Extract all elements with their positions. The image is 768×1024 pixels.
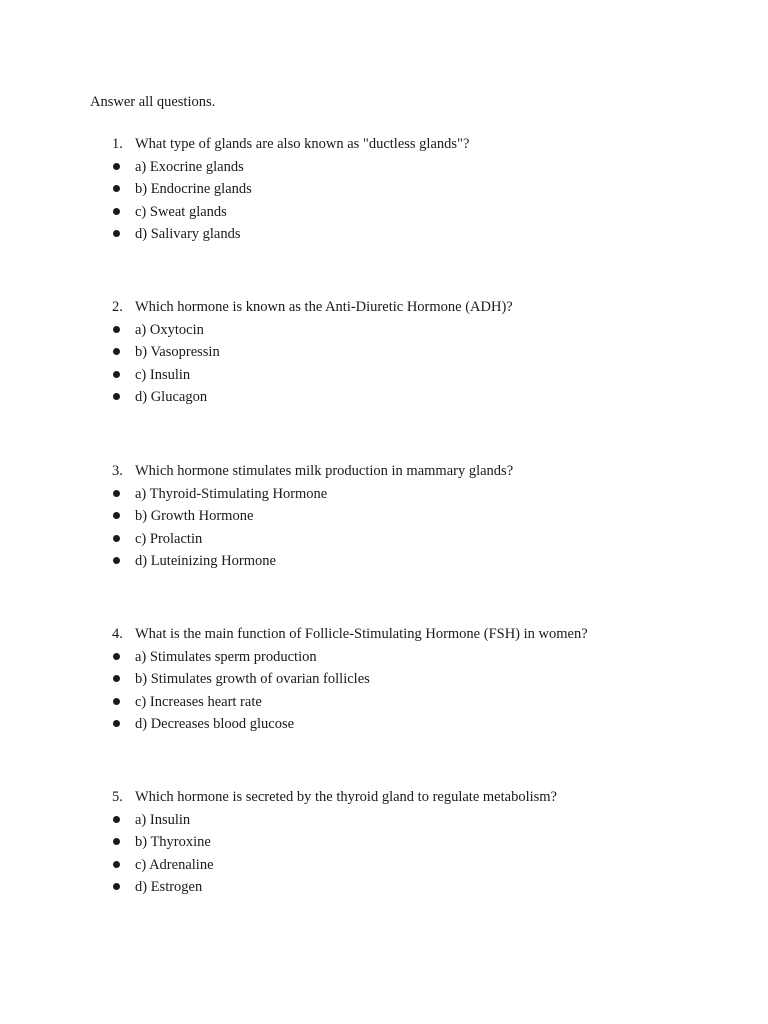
question-text: Which hormone is known as the Anti-Diuretic Hormone (ADH)?	[135, 299, 513, 315]
option-text: d) Salivary glands	[135, 226, 241, 243]
option-text: d) Glucagon	[135, 389, 208, 406]
bullet-icon	[113, 861, 120, 868]
option-text: a) Stimulates sperm production	[135, 648, 317, 665]
question-number: 5.	[112, 789, 123, 805]
option-text: a) Oxytocin	[135, 321, 204, 338]
bullet-icon	[113, 326, 120, 333]
bullet-icon	[113, 230, 120, 237]
question-number: 1.	[112, 136, 123, 152]
bullet-icon	[113, 535, 120, 542]
question-number: 4.	[112, 626, 123, 642]
bullet-icon	[113, 490, 120, 497]
question-number: 2.	[112, 299, 123, 315]
option-text: d) Decreases blood glucose	[135, 716, 295, 733]
option-text: d) Luteinizing Hormone	[135, 553, 276, 570]
option-text: b) Growth Hormone	[135, 508, 254, 525]
option-text: d) Estrogen	[135, 879, 203, 896]
bullet-icon	[113, 653, 120, 660]
bullet-icon	[113, 393, 120, 400]
option-text: c) Increases heart rate	[135, 693, 262, 710]
question-text: Which hormone stimulates milk production in mammary glands?	[135, 463, 514, 479]
bullet-icon	[113, 185, 120, 192]
option-text: a) Insulin	[135, 811, 191, 828]
bullet-icon	[113, 348, 120, 355]
option-text: a) Exocrine glands	[135, 158, 244, 175]
option-text: a) Thyroid-Stimulating Hormone	[135, 485, 328, 502]
option-text: b) Endocrine glands	[135, 181, 252, 198]
instruction-text: Answer all questions.	[90, 94, 216, 110]
option-text: b) Vasopressin	[135, 344, 220, 361]
bullet-icon	[113, 698, 120, 705]
bullet-icon	[113, 675, 120, 682]
option-text: b) Thyroxine	[135, 834, 211, 851]
question-number: 3.	[112, 463, 123, 479]
bullet-icon	[113, 163, 120, 170]
question-text: What is the main function of Follicle-Stimulating Hormone (FSH) in women?	[135, 626, 588, 642]
bullet-icon	[113, 838, 120, 845]
option-text: c) Insulin	[135, 366, 191, 383]
bullet-icon	[113, 208, 120, 215]
question-text: Which hormone is secreted by the thyroid gland to regulate metabolism?	[135, 789, 557, 805]
bullet-icon	[113, 371, 120, 378]
bullet-icon	[113, 816, 120, 823]
bullet-icon	[113, 720, 120, 727]
option-text: c) Prolactin	[135, 530, 203, 547]
bullet-icon	[113, 557, 120, 564]
bullet-icon	[113, 512, 120, 519]
option-text: c) Sweat glands	[135, 203, 227, 220]
option-text: c) Adrenaline	[135, 856, 214, 873]
bullet-icon	[113, 883, 120, 890]
question-text: What type of glands are also known as "ductless glands"?	[135, 136, 470, 152]
option-text: b) Stimulates growth of ovarian follicles	[135, 671, 370, 688]
